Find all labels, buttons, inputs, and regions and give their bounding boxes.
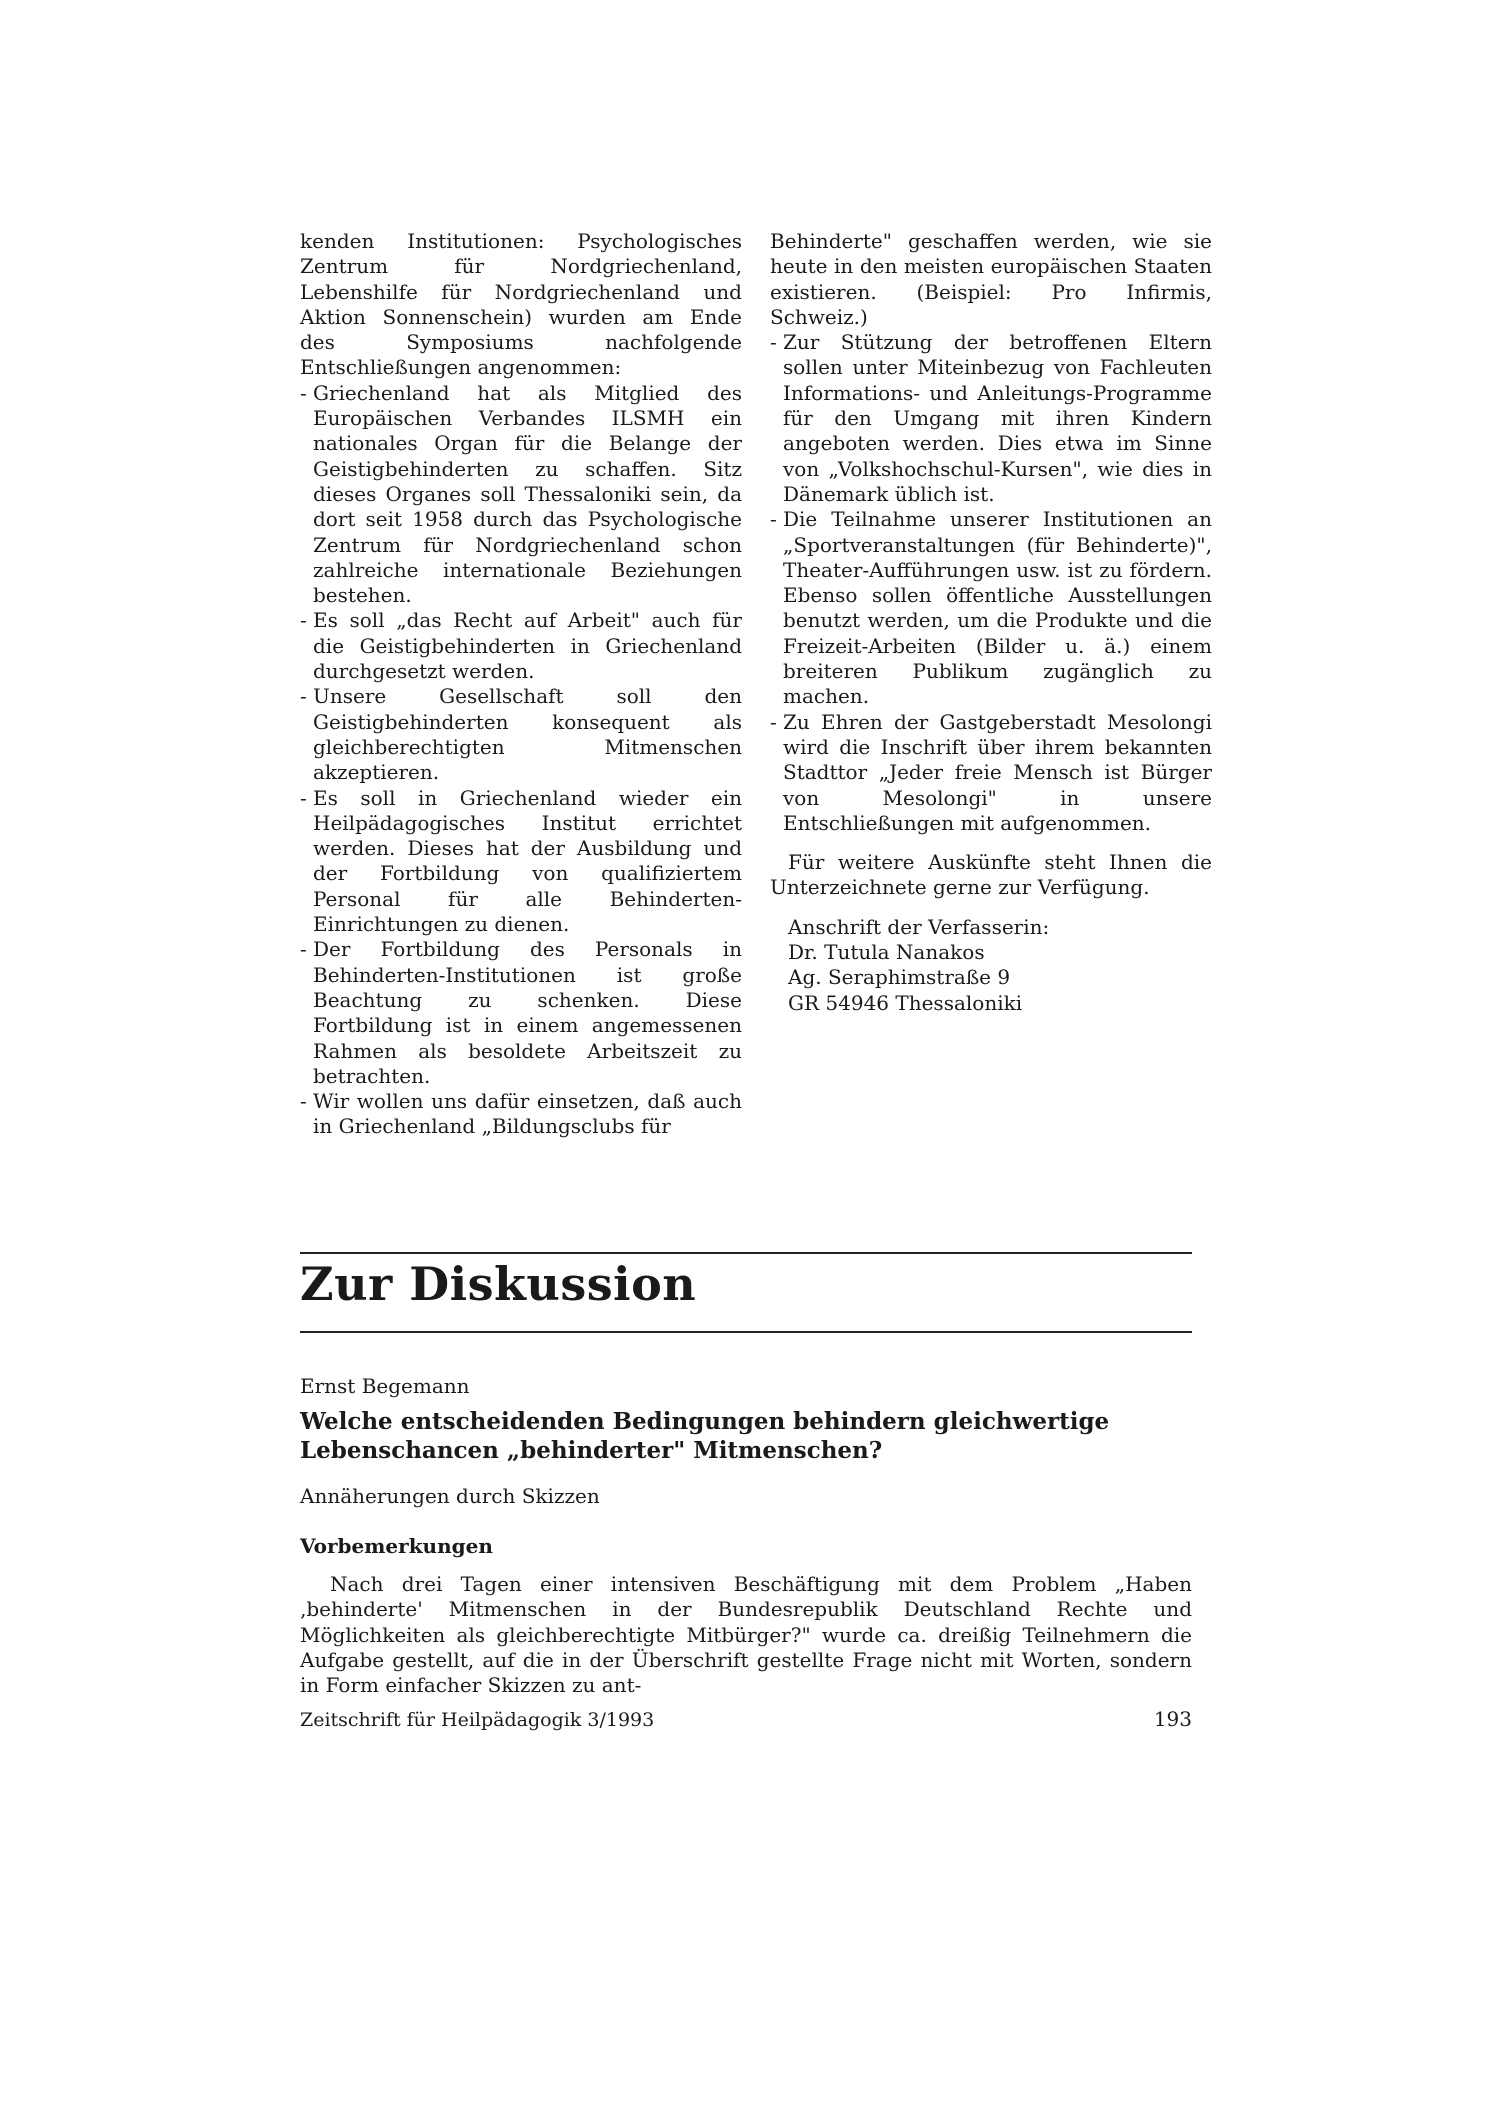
article-subtitle: Annäherungen durch Skizzen	[300, 1484, 600, 1508]
address-city: GR 54946 Thessaloniki	[788, 990, 1023, 1015]
article-subheading: Vorbemerkungen	[300, 1534, 493, 1558]
left-column	[300, 229, 742, 1140]
left-intro-paragraph: kenden Institutionen: Psychologisches Zentrum für Nordgriechenland, Lebenshilfe für Nordgriechenland und Aktion Sonnenschein) wurden am Ende des Symposiums nachfolgende Entschließungen angenommen:	[300, 229, 742, 380]
list-item: - Die Teilnahme unserer Institutionen an „Sportveranstaltungen (für Behinderte)", Theater-Aufführungen usw. ist zu fördern. Ebenso sollen öffentliche Ausstellungen benutzt werden, um die Produkte und die Freizeit-Arbeiten (Bilder u. ä.) einem breiteren Publikum zugänglich zu machen.	[770, 507, 1212, 709]
right-column	[770, 229, 1212, 1016]
article-body: Nach drei Tagen einer intensiven Beschäftigung mit dem Problem „Haben ‚behinderte' Mitmenschen in der Bundesrepublik Deutschland Rechte und Möglichkeiten als gleichberechtigte Mitbürger?" wurde ca. dreißig Teilnehmern die Aufgabe gestellt, auf die in der Überschrift gestellte Frage nicht mit Worten, sondern in Form einfacher Skizzen zu ant-	[300, 1572, 1192, 1698]
list-item: - Es soll „das Recht auf Arbeit" auch für die Geistigbehinderten in Griechenland durchgesetzt werden.	[300, 608, 742, 684]
section-title: Zur Diskussion	[300, 1257, 697, 1311]
right-continuation-paragraph: Behinderte" geschaffen werden, wie sie heute in den meisten europäischen Staaten existieren. (Beispiel: Pro Infirmis, Schweiz.)	[770, 229, 1212, 329]
address-street: Ag. Seraphimstraße 9	[788, 965, 1011, 990]
author-address	[770, 915, 1212, 1016]
resolutions-list-left	[300, 381, 742, 1140]
article-author: Ernst Begemann	[300, 1374, 470, 1398]
closing-paragraph: Für weitere Auskünfte steht Ihnen die Unterzeichnete gerne zur Verfügung.	[770, 850, 1212, 900]
list-item: - Es soll in Griechenland wieder ein Heilpädagogisches Institut errichtet werden. Dieses hat der Ausbildung und der Fortbildung von qualifiziertem Personal für alle Behinderten-Einrichtungen zu dienen.	[300, 786, 742, 938]
footer-journal: Zeitschrift für Heilpädagogik 3/1993	[300, 1709, 655, 1731]
resolutions-list-right	[770, 330, 1212, 836]
list-item: - Zu Ehren der Gastgeberstadt Mesolongi wird die Inschrift über ihrem bekannten Stadttor „Jeder freie Mensch ist Bürger von Mesolongi" in unsere Entschließungen mit aufgenommen.	[770, 710, 1212, 836]
section-rule-bottom	[300, 1331, 1192, 1333]
section-rule-top	[300, 1252, 1192, 1254]
list-item: - Zur Stützung der betroffenen Eltern sollen unter Miteinbezug von Fachleuten Informations- und Anleitungs-Programme für den Umgang mit ihren Kindern angeboten werden. Dies etwa im Sinne von „Volkshochschul-Kursen", wie dies in Dänemark üblich ist.	[770, 330, 1212, 507]
list-item: - Griechenland hat als Mitglied des Europäischen Verbandes ILSMH ein nationales Organ für die Belange der Geistigbehinderten zu schaffen. Sitz dieses Organes soll Thessaloniki sein, da dort seit 1958 durch das Psychologische Zentrum für Nordgriechenland schon zahlreiche internationale Beziehungen bestehen.	[300, 381, 742, 609]
address-name: Dr. Tutula Nanakos	[788, 940, 985, 965]
list-item: - Der Fortbildung des Personals in Behinderten-Institutionen ist große Beachtung zu schenken. Diese Fortbildung ist in einem angemessenen Rahmen als besoldete Arbeitszeit zu betrachten.	[300, 937, 742, 1089]
list-item: - Unsere Gesellschaft soll den Geistigbehinderten konsequent als gleichberechtigten Mitmenschen akzeptieren.	[300, 684, 742, 785]
list-item: - Wir wollen uns dafür einsetzen, daß auch in Griechenland „Bildungsclubs für	[300, 1089, 742, 1140]
article-title: Welche entscheidenden Bedingungen behindern gleichwertige Lebenschancen „behinderter" Mitmenschen?	[300, 1408, 1110, 1464]
address-label: Anschrift der Verfasserin:	[788, 914, 1050, 939]
page-number: 193	[1153, 1707, 1192, 1731]
